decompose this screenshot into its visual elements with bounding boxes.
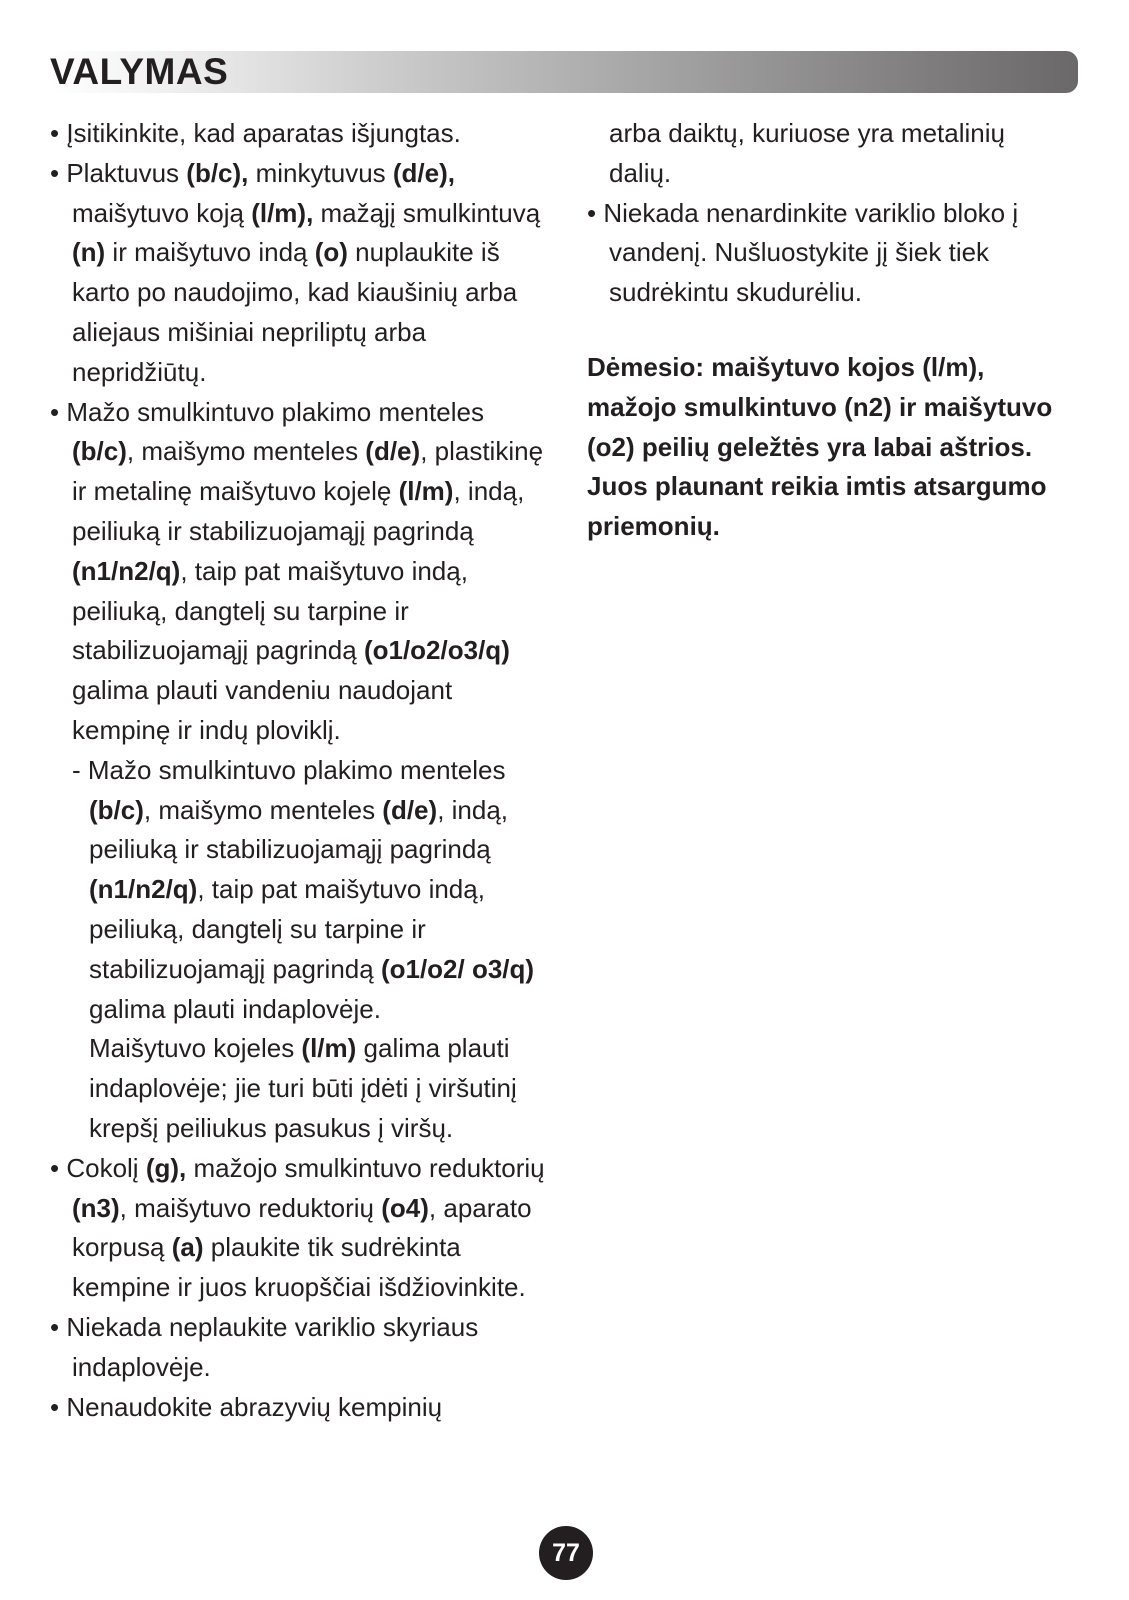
text-run: galima plauti vandeniu naudojant kempinę ir indų ploviklį. (72, 675, 453, 745)
text-run: nuplaukite iš karto po naudojimo, kad kiaušinių arba aliejaus mišiniai nepriliptų arba nepridžiūtų. (72, 237, 518, 387)
part-reference: (n3) (72, 1192, 120, 1223)
section-title: VALYMAS (50, 51, 229, 92)
text-run: ir maišytuvo indą (105, 237, 315, 268)
left-column (50, 114, 550, 1427)
text-run: arba daiktų, kuriuose yra metalinių dalių. (609, 118, 1005, 188)
left_column-bullet-item (50, 1388, 550, 1428)
text-run: • Cokolį (50, 1152, 146, 1183)
part-reference: (g), (145, 1152, 187, 1183)
text-run: , maišytuvo reduktorių (119, 1192, 382, 1223)
left_column-bullet-item (50, 114, 550, 154)
left_column-bullet-item (50, 1149, 550, 1308)
text-run: • Niekada neplaukite variklio skyriaus indaplovėje. (50, 1311, 479, 1382)
warning-note: Dėmesio: maišytuvo kojos (l/m), mažojo smulkintuvo (n2) ir maišytuvo (o2) peilių geležtės yra labai aštrios. Juos plaunant reikia imtis atsargumo priemonių. (587, 351, 1053, 542)
text-run: • Įsitikinkite, kad aparatas išjungtas. (50, 118, 461, 148)
part-reference: (o) (314, 237, 348, 268)
part-reference: (n1/n2/q) (89, 874, 198, 905)
part-reference: (o1/o2/o3/q) (363, 635, 510, 666)
text-run: maišytuvo koją (72, 197, 252, 228)
part-reference: (b/c) (89, 794, 144, 825)
text-run: , maišymo menteles (126, 436, 366, 467)
right_column-cont-item (587, 114, 1067, 194)
text-run: Maišytuvo kojeles (89, 1033, 302, 1064)
text-run: mažojo smulkintuvo reduktorių (186, 1152, 545, 1183)
text-run: plaukite tik sudrėkinta kempine ir juos kruopščiai išdžiovinkite. (72, 1232, 526, 1303)
left_column-bullet-item (50, 154, 550, 393)
part-reference: (d/e) (382, 794, 438, 825)
part-reference: (b/c), (186, 157, 249, 188)
right-column (587, 114, 1067, 547)
text-run: • Nenaudokite abrazyvių kempinių (50, 1391, 443, 1422)
part-reference: (o4) (381, 1192, 429, 1223)
page-number-badge: 77 (539, 1526, 593, 1580)
right_column-bullet-item (587, 194, 1067, 313)
part-reference: (l/m) (398, 476, 454, 507)
left_column-bullet-item (50, 1308, 550, 1388)
text-run: • Niekada nenardinkite variklio bloko į vandenį. Nušluostykite jį šiek tiek sudrėkintu skudurėliu. (587, 197, 1019, 308)
text-run: galima plauti indaplovėje; jie turi būti įdėti į viršutinį krepšį peiliukus pasukus į viršų. (89, 1033, 517, 1143)
text-run: • Mažo smulkintuvo plakimo menteles (50, 396, 484, 427)
text-run: - Mažo smulkintuvo plakimo menteles (72, 754, 506, 785)
left_column-indent-item (50, 1029, 550, 1148)
part-reference: (d/e), (392, 157, 455, 188)
part-reference: (l/m), (251, 197, 314, 228)
text-run: , indą, peiliuką ir stabilizuojamąjį pagrindą (72, 476, 525, 546)
text-run: galima plauti indaplovėje. (89, 993, 381, 1024)
text-run: , aparato korpusą (72, 1192, 532, 1263)
text-run: , indą, peiliuką ir stabilizuojamąjį pagrindą (89, 794, 509, 865)
left_column-bullet-item (50, 393, 550, 751)
part-reference: (n1/n2/q) (72, 555, 181, 586)
text-run: , maišymo menteles (143, 794, 383, 825)
text-run: • Plaktuvus (50, 157, 187, 188)
left_column-dash-item (50, 751, 550, 1030)
part-reference: (o1/o2/ o3/q) (380, 953, 535, 984)
text-run: mažąjį smulkintuvą (313, 197, 541, 228)
part-reference: (l/m) (301, 1033, 357, 1064)
part-reference: (d/e) (365, 436, 421, 467)
part-reference: (n) (72, 237, 106, 268)
right-column-paragraphs (587, 114, 1067, 313)
text-run: , taip pat maišytuvo indą, peiliuką, dangtelį su tarpine ir stabilizuojamąjį pagrindą (72, 555, 468, 666)
part-reference: (a) (171, 1232, 204, 1263)
text-run: minkytuvus (248, 157, 393, 188)
text-run: , plastikinę ir metalinę maišytuvo kojelę (72, 436, 544, 507)
text-run: , taip pat maišytuvo indą, peiliuką, dangtelį su tarpine ir stabilizuojamąjį pagrindą (89, 874, 485, 984)
part-reference: (b/c) (72, 436, 127, 467)
